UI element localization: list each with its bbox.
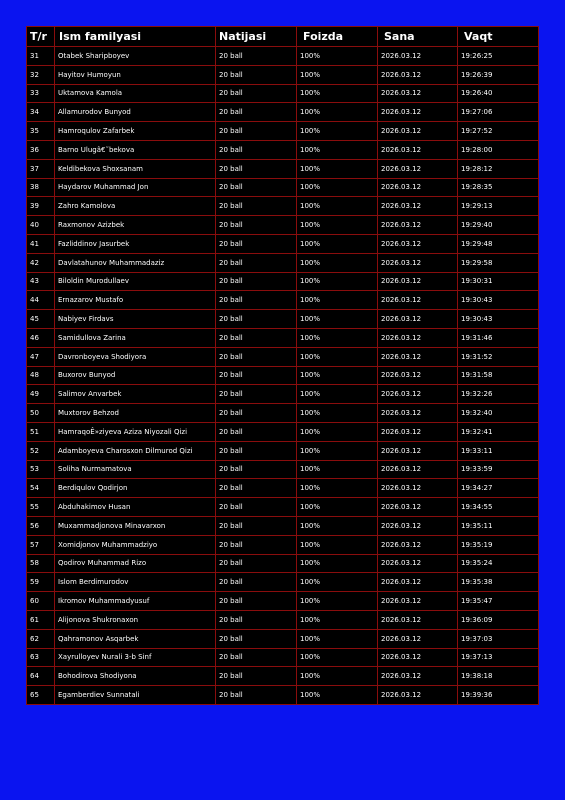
- date-cell: 2026.03.12: [378, 385, 458, 404]
- result-cell: 20 ball: [216, 178, 297, 197]
- percent-cell: 100%: [297, 592, 378, 611]
- student-name-cell: Biloldin Murodullaev: [55, 272, 216, 291]
- row-number-cell: 50: [27, 404, 55, 423]
- table-row: [27, 159, 539, 178]
- row-number-cell: 43: [27, 272, 55, 291]
- date-cell: 2026.03.12: [378, 610, 458, 629]
- time-cell: 19:35:47: [458, 592, 539, 611]
- result-cell: 20 ball: [216, 272, 297, 291]
- date-cell: 2026.03.12: [378, 347, 458, 366]
- percent-cell: 100%: [297, 479, 378, 498]
- percent-cell: 100%: [297, 47, 378, 66]
- time-cell: 19:38:18: [458, 667, 539, 686]
- time-cell: 19:35:24: [458, 554, 539, 573]
- time-cell: 19:35:19: [458, 535, 539, 554]
- percent-cell: 100%: [297, 310, 378, 329]
- row-number-cell: 38: [27, 178, 55, 197]
- percent-cell: 100%: [297, 460, 378, 479]
- student-name-cell: Soliha Nurmamatova: [55, 460, 216, 479]
- student-name-cell: Islom Berdimurodov: [55, 573, 216, 592]
- student-name-cell: Ernazarov Mustafo: [55, 291, 216, 310]
- result-cell: 20 ball: [216, 629, 297, 648]
- student-name-cell: Muxammadjonova Minavarxon: [55, 516, 216, 535]
- table-row: [27, 554, 539, 573]
- time-cell: 19:34:55: [458, 498, 539, 517]
- header-row: [27, 27, 539, 47]
- row-number-cell: 56: [27, 516, 55, 535]
- result-cell: 20 ball: [216, 610, 297, 629]
- date-cell: 2026.03.12: [378, 573, 458, 592]
- percent-cell: 100%: [297, 366, 378, 385]
- percent-cell: 100%: [297, 197, 378, 216]
- student-name-cell: Abduhakimov Husan: [55, 498, 216, 517]
- percent-cell: 100%: [297, 554, 378, 573]
- table-row: [27, 535, 539, 554]
- row-number-cell: 65: [27, 686, 55, 705]
- table-row: [27, 272, 539, 291]
- result-cell: 20 ball: [216, 310, 297, 329]
- row-number-cell: 63: [27, 648, 55, 667]
- result-cell: 20 ball: [216, 347, 297, 366]
- time-cell: 19:37:03: [458, 629, 539, 648]
- table-row: [27, 385, 539, 404]
- row-number-cell: 51: [27, 422, 55, 441]
- result-cell: 20 ball: [216, 159, 297, 178]
- row-number-cell: 47: [27, 347, 55, 366]
- result-cell: 20 ball: [216, 592, 297, 611]
- date-cell: 2026.03.12: [378, 122, 458, 141]
- time-cell: 19:28:12: [458, 159, 539, 178]
- table-row: [27, 667, 539, 686]
- student-name-cell: Keldibekova Shoxsanam: [55, 159, 216, 178]
- time-cell: 19:33:59: [458, 460, 539, 479]
- result-cell: 20 ball: [216, 516, 297, 535]
- table-row: [27, 47, 539, 66]
- percent-cell: 100%: [297, 648, 378, 667]
- date-cell: 2026.03.12: [378, 272, 458, 291]
- time-cell: 19:27:52: [458, 122, 539, 141]
- table-row: [27, 103, 539, 122]
- column-header-name: Ism familyasi: [55, 27, 216, 47]
- date-cell: 2026.03.12: [378, 516, 458, 535]
- student-name-cell: Raxmonov Azizbek: [55, 216, 216, 235]
- percent-cell: 100%: [297, 516, 378, 535]
- student-name-cell: Alijonova Shukronaxon: [55, 610, 216, 629]
- row-number-cell: 34: [27, 103, 55, 122]
- result-cell: 20 ball: [216, 686, 297, 705]
- row-number-cell: 40: [27, 216, 55, 235]
- time-cell: 19:30:31: [458, 272, 539, 291]
- student-name-cell: Qodirov Muhammad Rizo: [55, 554, 216, 573]
- date-cell: 2026.03.12: [378, 441, 458, 460]
- table-row: [27, 366, 539, 385]
- student-name-cell: Fazliddinov Jasurbek: [55, 234, 216, 253]
- table-row: [27, 460, 539, 479]
- row-number-cell: 62: [27, 629, 55, 648]
- student-name-cell: Ikromov Muhammadyusuf: [55, 592, 216, 611]
- date-cell: 2026.03.12: [378, 47, 458, 66]
- result-cell: 20 ball: [216, 366, 297, 385]
- time-cell: 19:36:09: [458, 610, 539, 629]
- row-number-cell: 45: [27, 310, 55, 329]
- table-row: [27, 479, 539, 498]
- time-cell: 19:35:38: [458, 573, 539, 592]
- result-cell: 20 ball: [216, 291, 297, 310]
- percent-cell: 100%: [297, 103, 378, 122]
- percent-cell: 100%: [297, 84, 378, 103]
- date-cell: 2026.03.12: [378, 686, 458, 705]
- time-cell: 19:30:43: [458, 310, 539, 329]
- column-header-time: Vaqt: [458, 27, 539, 47]
- result-cell: 20 ball: [216, 122, 297, 141]
- percent-cell: 100%: [297, 253, 378, 272]
- date-cell: 2026.03.12: [378, 178, 458, 197]
- date-cell: 2026.03.12: [378, 554, 458, 573]
- result-cell: 20 ball: [216, 103, 297, 122]
- table-row: [27, 122, 539, 141]
- row-number-cell: 31: [27, 47, 55, 66]
- time-cell: 19:29:13: [458, 197, 539, 216]
- row-number-cell: 53: [27, 460, 55, 479]
- time-cell: 19:26:39: [458, 65, 539, 84]
- row-number-cell: 64: [27, 667, 55, 686]
- row-number-cell: 59: [27, 573, 55, 592]
- time-cell: 19:28:35: [458, 178, 539, 197]
- time-cell: 19:39:36: [458, 686, 539, 705]
- result-cell: 20 ball: [216, 253, 297, 272]
- table-row: [27, 498, 539, 517]
- column-header-number: T/r: [27, 27, 55, 47]
- result-cell: 20 ball: [216, 422, 297, 441]
- date-cell: 2026.03.12: [378, 65, 458, 84]
- student-name-cell: Xayrulloyev Nurali 3-b Sinf: [55, 648, 216, 667]
- date-cell: 2026.03.12: [378, 216, 458, 235]
- student-name-cell: Allamurodov Bunyod: [55, 103, 216, 122]
- row-number-cell: 52: [27, 441, 55, 460]
- time-cell: 19:26:25: [458, 47, 539, 66]
- time-cell: 19:37:13: [458, 648, 539, 667]
- date-cell: 2026.03.12: [378, 84, 458, 103]
- date-cell: 2026.03.12: [378, 159, 458, 178]
- result-cell: 20 ball: [216, 140, 297, 159]
- percent-cell: 100%: [297, 328, 378, 347]
- table-row: [27, 291, 539, 310]
- result-cell: 20 ball: [216, 460, 297, 479]
- table-row: [27, 328, 539, 347]
- percent-cell: 100%: [297, 441, 378, 460]
- table-row: [27, 84, 539, 103]
- table-row: [27, 347, 539, 366]
- student-name-cell: Otabek Sharipboyev: [55, 47, 216, 66]
- date-cell: 2026.03.12: [378, 479, 458, 498]
- percent-cell: 100%: [297, 347, 378, 366]
- time-cell: 19:29:40: [458, 216, 539, 235]
- percent-cell: 100%: [297, 498, 378, 517]
- table-row: [27, 178, 539, 197]
- table-row: [27, 253, 539, 272]
- row-number-cell: 36: [27, 140, 55, 159]
- date-cell: 2026.03.12: [378, 291, 458, 310]
- table-row: [27, 216, 539, 235]
- result-cell: 20 ball: [216, 197, 297, 216]
- percent-cell: 100%: [297, 122, 378, 141]
- row-number-cell: 55: [27, 498, 55, 517]
- percent-cell: 100%: [297, 159, 378, 178]
- time-cell: 19:31:58: [458, 366, 539, 385]
- percent-cell: 100%: [297, 686, 378, 705]
- time-cell: 19:32:41: [458, 422, 539, 441]
- row-number-cell: 41: [27, 234, 55, 253]
- percent-cell: 100%: [297, 385, 378, 404]
- date-cell: 2026.03.12: [378, 629, 458, 648]
- column-header-date: Sana: [378, 27, 458, 47]
- column-header-percent: Foizda: [297, 27, 378, 47]
- date-cell: 2026.03.12: [378, 535, 458, 554]
- result-cell: 20 ball: [216, 648, 297, 667]
- table-row: [27, 516, 539, 535]
- table-row: [27, 234, 539, 253]
- student-name-cell: Bohodirova Shodiyona: [55, 667, 216, 686]
- student-name-cell: Samidullova Zarina: [55, 328, 216, 347]
- row-number-cell: 42: [27, 253, 55, 272]
- row-number-cell: 61: [27, 610, 55, 629]
- row-number-cell: 32: [27, 65, 55, 84]
- date-cell: 2026.03.12: [378, 253, 458, 272]
- result-cell: 20 ball: [216, 404, 297, 423]
- student-name-cell: Hamroqulov Zafarbek: [55, 122, 216, 141]
- time-cell: 19:35:11: [458, 516, 539, 535]
- student-name-cell: Egamberdiev Sunnatali: [55, 686, 216, 705]
- table-row: [27, 422, 539, 441]
- percent-cell: 100%: [297, 272, 378, 291]
- time-cell: 19:28:00: [458, 140, 539, 159]
- result-cell: 20 ball: [216, 65, 297, 84]
- result-cell: 20 ball: [216, 47, 297, 66]
- time-cell: 19:29:48: [458, 234, 539, 253]
- date-cell: 2026.03.12: [378, 460, 458, 479]
- student-name-cell: Muxtorov Behzod: [55, 404, 216, 423]
- time-cell: 19:26:40: [458, 84, 539, 103]
- result-cell: 20 ball: [216, 479, 297, 498]
- row-number-cell: 58: [27, 554, 55, 573]
- student-name-cell: Zahro Kamolova: [55, 197, 216, 216]
- date-cell: 2026.03.12: [378, 498, 458, 517]
- percent-cell: 100%: [297, 610, 378, 629]
- percent-cell: 100%: [297, 667, 378, 686]
- time-cell: 19:33:11: [458, 441, 539, 460]
- time-cell: 19:29:58: [458, 253, 539, 272]
- percent-cell: 100%: [297, 573, 378, 592]
- result-cell: 20 ball: [216, 328, 297, 347]
- percent-cell: 100%: [297, 629, 378, 648]
- percent-cell: 100%: [297, 216, 378, 235]
- result-cell: 20 ball: [216, 234, 297, 253]
- table-row: [27, 573, 539, 592]
- student-name-cell: Xomidjonov Muhammadziyo: [55, 535, 216, 554]
- student-name-cell: Uktamova Kamola: [55, 84, 216, 103]
- student-name-cell: Berdiqulov Qodirjon: [55, 479, 216, 498]
- table-row: [27, 648, 539, 667]
- percent-cell: 100%: [297, 291, 378, 310]
- date-cell: 2026.03.12: [378, 234, 458, 253]
- time-cell: 19:32:40: [458, 404, 539, 423]
- student-name-cell: Adamboyeva Charosxon Dilmurod Qizi: [55, 441, 216, 460]
- percent-cell: 100%: [297, 535, 378, 554]
- table-row: [27, 140, 539, 159]
- table-row: [27, 404, 539, 423]
- percent-cell: 100%: [297, 140, 378, 159]
- row-number-cell: 54: [27, 479, 55, 498]
- date-cell: 2026.03.12: [378, 667, 458, 686]
- percent-cell: 100%: [297, 178, 378, 197]
- date-cell: 2026.03.12: [378, 592, 458, 611]
- date-cell: 2026.03.12: [378, 197, 458, 216]
- student-name-cell: Qahramonov Asqarbek: [55, 629, 216, 648]
- results-table: [26, 26, 539, 705]
- result-cell: 20 ball: [216, 667, 297, 686]
- table-row: [27, 592, 539, 611]
- result-cell: 20 ball: [216, 84, 297, 103]
- time-cell: 19:31:52: [458, 347, 539, 366]
- date-cell: 2026.03.12: [378, 140, 458, 159]
- date-cell: 2026.03.12: [378, 404, 458, 423]
- result-cell: 20 ball: [216, 385, 297, 404]
- table-row: [27, 610, 539, 629]
- table-row: [27, 629, 539, 648]
- row-number-cell: 57: [27, 535, 55, 554]
- table-row: [27, 686, 539, 705]
- student-name-cell: Buxorov Bunyod: [55, 366, 216, 385]
- row-number-cell: 33: [27, 84, 55, 103]
- student-name-cell: Davlatahunov Muhammadaziz: [55, 253, 216, 272]
- table-row: [27, 441, 539, 460]
- date-cell: 2026.03.12: [378, 422, 458, 441]
- table-body: [27, 47, 539, 705]
- student-name-cell: Nabiyev Firdavs: [55, 310, 216, 329]
- date-cell: 2026.03.12: [378, 103, 458, 122]
- row-number-cell: 39: [27, 197, 55, 216]
- date-cell: 2026.03.12: [378, 310, 458, 329]
- date-cell: 2026.03.12: [378, 366, 458, 385]
- time-cell: 19:31:46: [458, 328, 539, 347]
- row-number-cell: 46: [27, 328, 55, 347]
- student-name-cell: Barno Ulugâ€˜bekova: [55, 140, 216, 159]
- student-name-cell: Salimov Anvarbek: [55, 385, 216, 404]
- student-name-cell: Haydarov Muhammad Jon: [55, 178, 216, 197]
- student-name-cell: Hayitov Humoyun: [55, 65, 216, 84]
- row-number-cell: 48: [27, 366, 55, 385]
- table-row: [27, 65, 539, 84]
- result-cell: 20 ball: [216, 573, 297, 592]
- row-number-cell: 44: [27, 291, 55, 310]
- column-header-result: Natijasi: [216, 27, 297, 47]
- student-name-cell: Davronboyeva Shodiyora: [55, 347, 216, 366]
- table-row: [27, 197, 539, 216]
- row-number-cell: 49: [27, 385, 55, 404]
- percent-cell: 100%: [297, 234, 378, 253]
- time-cell: 19:30:43: [458, 291, 539, 310]
- result-cell: 20 ball: [216, 554, 297, 573]
- percent-cell: 100%: [297, 404, 378, 423]
- time-cell: 19:32:26: [458, 385, 539, 404]
- table-row: [27, 310, 539, 329]
- percent-cell: 100%: [297, 65, 378, 84]
- time-cell: 19:34:27: [458, 479, 539, 498]
- date-cell: 2026.03.12: [378, 328, 458, 347]
- result-cell: 20 ball: [216, 441, 297, 460]
- row-number-cell: 35: [27, 122, 55, 141]
- row-number-cell: 60: [27, 592, 55, 611]
- row-number-cell: 37: [27, 159, 55, 178]
- result-cell: 20 ball: [216, 535, 297, 554]
- date-cell: 2026.03.12: [378, 648, 458, 667]
- result-cell: 20 ball: [216, 216, 297, 235]
- time-cell: 19:27:06: [458, 103, 539, 122]
- result-cell: 20 ball: [216, 498, 297, 517]
- percent-cell: 100%: [297, 422, 378, 441]
- student-name-cell: HamraqoÊ»ziyeva Aziza Niyozali Qizi: [55, 422, 216, 441]
